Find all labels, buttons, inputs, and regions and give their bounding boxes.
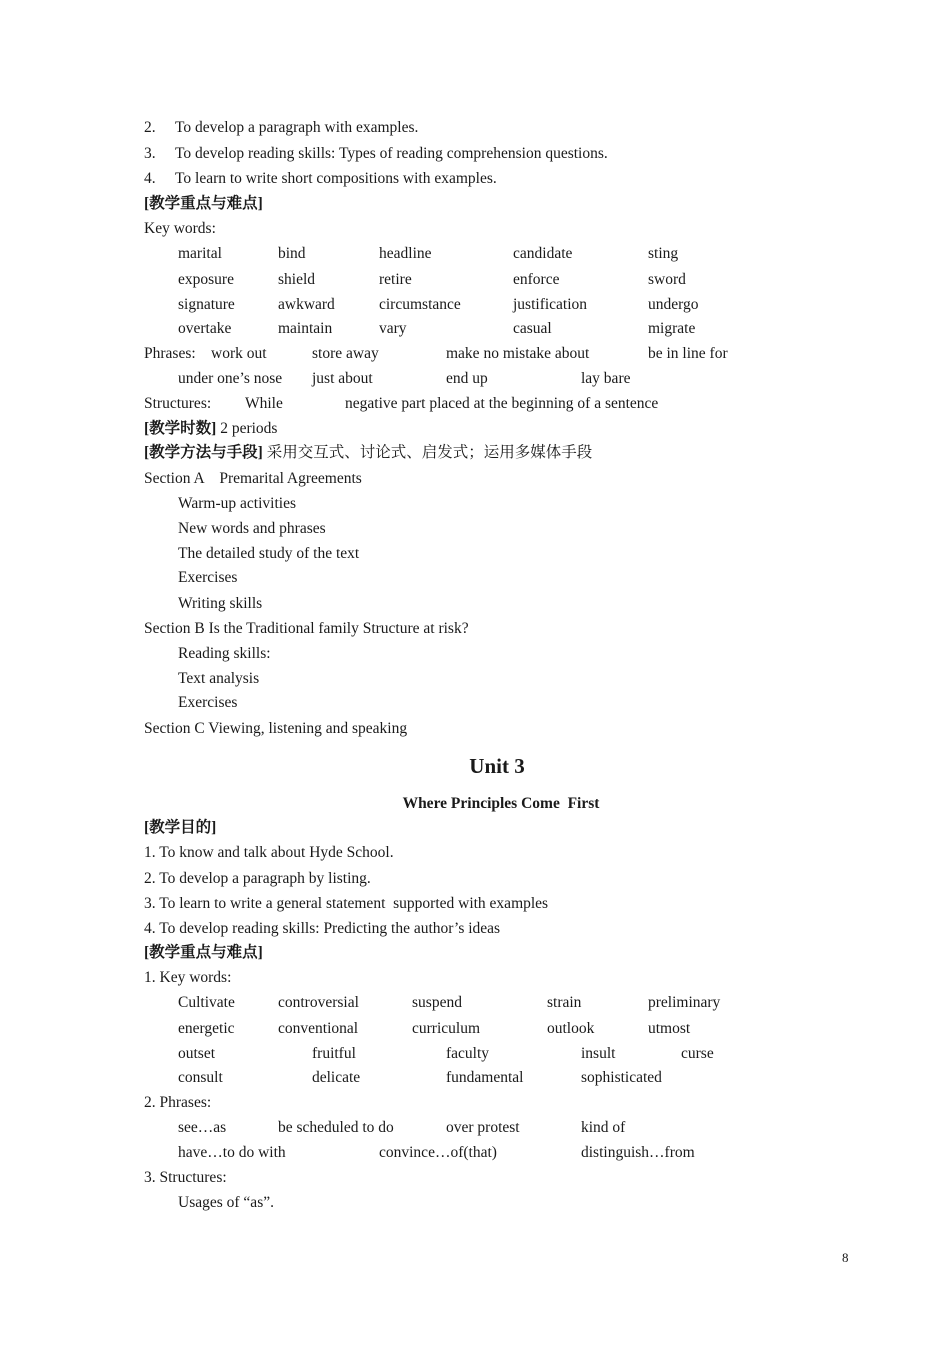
hours-line [144, 419, 277, 439]
methods-line [144, 443, 592, 463]
hours-heading: [教学时数] [144, 420, 217, 437]
key-word: circumstance [379, 296, 461, 313]
aim-item: 1. To know and talk about Hyde School. [144, 844, 394, 861]
hours-value: 2 periods [216, 420, 278, 437]
key-word: outset [178, 1045, 216, 1062]
section-a-item: The detailed study of the text [178, 545, 360, 562]
phrase: have…to do with [178, 1144, 286, 1161]
phrase: end up [446, 370, 488, 387]
phrase: distinguish…from [581, 1144, 695, 1161]
key-word: fruitful [312, 1045, 356, 1062]
phrase: just about [312, 370, 373, 387]
key-word: migrate [648, 320, 696, 337]
section-a-item: Writing skills [178, 595, 263, 612]
aims-heading: [教学目的] [144, 819, 217, 836]
structure-item: negative part placed at the beginning of a sentence [345, 395, 659, 412]
section-c-heading: Section C Viewing, listening and speaking [144, 720, 408, 737]
aim-item: 2. To develop a paragraph with examples. [144, 119, 419, 136]
structure-item: Usages of “as”. [178, 1194, 274, 1211]
key-word: marital [178, 245, 222, 262]
key-word: headline [379, 245, 432, 262]
unit-subtitle: Where Principles Come First [402, 795, 600, 812]
key-word: curse [681, 1045, 714, 1062]
focus-heading: [教学重点与难点] [144, 944, 263, 961]
key-word: justification [513, 296, 588, 313]
key-word: controversial [278, 994, 359, 1011]
phrase: lay bare [581, 370, 631, 387]
phrases-label: Phrases: [144, 345, 196, 362]
aim-item: 3. To learn to write a general statement supported with examples [144, 895, 549, 912]
aim-item: 3. To develop reading skills: Types of reading comprehension questions. [144, 145, 608, 162]
key-word: enforce [513, 271, 560, 288]
section-b-item: Exercises [178, 694, 238, 711]
key-word: retire [379, 271, 412, 288]
key-word: delicate [312, 1069, 361, 1086]
key-word: curriculum [412, 1020, 481, 1037]
section-b-heading: Section B Is the Traditional family Structure at risk? [144, 620, 469, 637]
phrase: under one’s nose [178, 370, 283, 387]
phrase: store away [312, 345, 379, 362]
section-a-item: New words and phrases [178, 520, 326, 537]
key-word: Cultivate [178, 994, 235, 1011]
key-word: shield [278, 271, 316, 288]
key-word: candidate [513, 245, 573, 262]
section-b-item: Reading skills: [178, 645, 271, 662]
key-words-label: Key words: [144, 220, 216, 237]
section-a-item: Warm-up activities [178, 495, 296, 512]
key-word: bind [278, 245, 306, 262]
phrase: over protest [446, 1119, 520, 1136]
key-word: strain [547, 994, 582, 1011]
key-word: suspend [412, 994, 462, 1011]
structure-item: While [245, 395, 283, 412]
key-word: preliminary [648, 994, 721, 1011]
key-word: sting [648, 245, 679, 262]
section-b-item: Text analysis [178, 670, 260, 687]
phrase: kind of [581, 1119, 626, 1136]
structures-label: Structures: [144, 395, 212, 412]
phrase: make no mistake about [446, 345, 590, 362]
key-word: awkward [278, 296, 335, 313]
key-word: insult [581, 1045, 616, 1062]
key-word: sword [648, 271, 686, 288]
key-word: sophisticated [581, 1069, 662, 1086]
key-word: energetic [178, 1020, 235, 1037]
key-word: consult [178, 1069, 223, 1086]
key-word: signature [178, 296, 235, 313]
aim-item: 2. To develop a paragraph by listing. [144, 870, 371, 887]
focus-heading: [教学重点与难点] [144, 195, 263, 212]
aim-item: 4. To learn to write short compositions with examples. [144, 170, 497, 187]
key-word: fundamental [446, 1069, 524, 1086]
page-number: 8 [842, 1250, 849, 1265]
section-a-heading: Section A Premarital Agreements [144, 470, 362, 487]
key-word: maintain [278, 320, 333, 337]
key-word: outlook [547, 1020, 595, 1037]
phrase: see…as [178, 1119, 227, 1136]
phrase: be scheduled to do [278, 1119, 394, 1136]
methods-heading: [教学方法与手段] [144, 444, 263, 461]
methods-value: 采用交互式、讨论式、启发式；运用多媒体手段 [262, 444, 593, 461]
key-words-label: 1. Key words: [144, 969, 232, 986]
phrases-label: 2. Phrases: [144, 1094, 212, 1111]
section-a-item: Exercises [178, 569, 238, 586]
phrase: be in line for [648, 345, 728, 362]
key-word: casual [513, 320, 552, 337]
structures-label: 3. Structures: [144, 1169, 227, 1186]
unit-title: Unit 3 [469, 754, 525, 778]
key-word: undergo [648, 296, 699, 313]
key-word: exposure [178, 271, 234, 288]
key-word: faculty [446, 1045, 490, 1062]
key-word: conventional [278, 1020, 359, 1037]
phrase: convince…of(that) [379, 1144, 497, 1161]
key-word: vary [379, 320, 407, 337]
key-word: utmost [648, 1020, 691, 1037]
phrase: work out [211, 345, 267, 362]
key-word: overtake [178, 320, 232, 337]
aim-item: 4. To develop reading skills: Predicting the author’s ideas [144, 920, 501, 937]
